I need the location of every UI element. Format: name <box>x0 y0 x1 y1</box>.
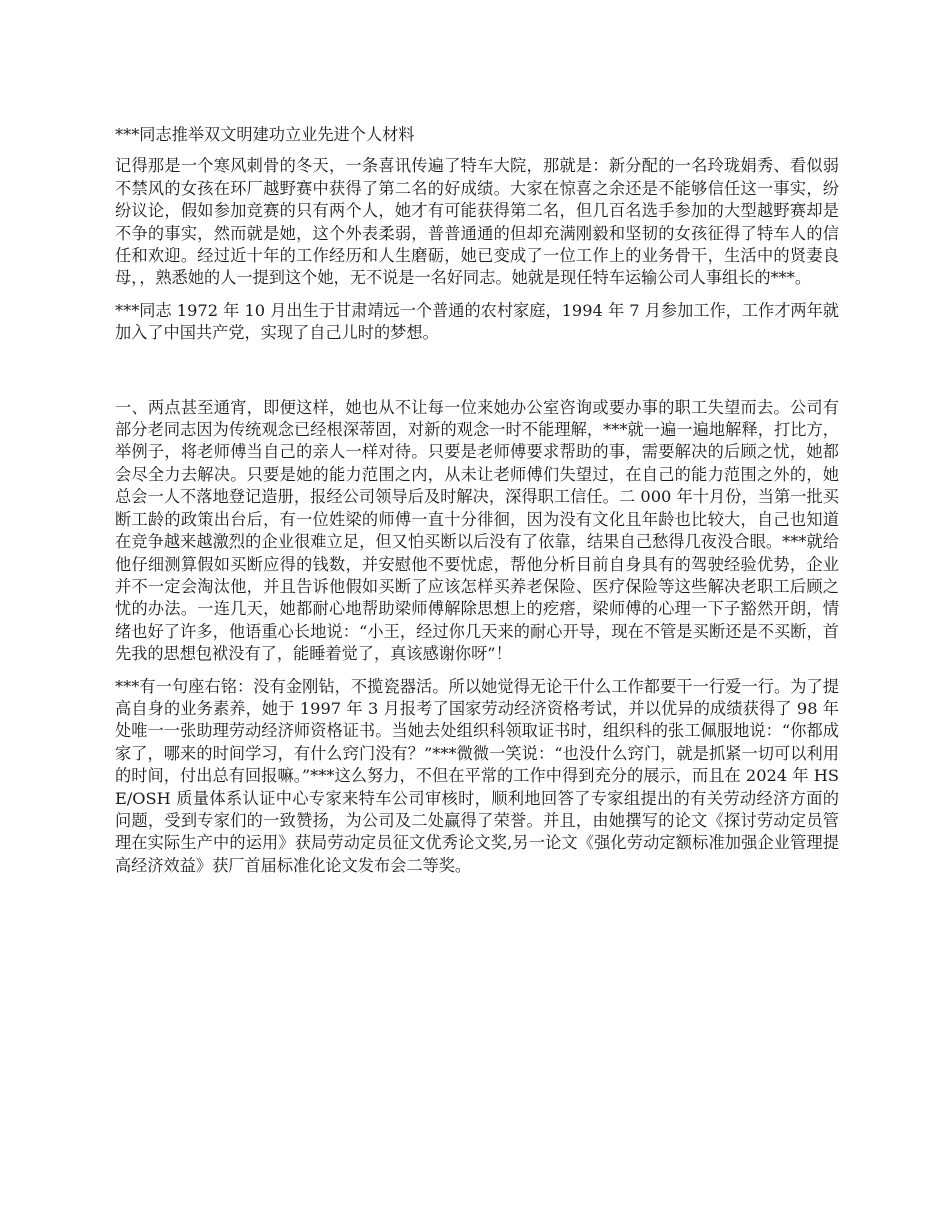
document-body <box>115 124 839 887</box>
document-title: ***同志推举双文明建功立业先进个人材料 <box>115 125 415 144</box>
paragraph-achievements: ***有一句座右铭：没有金刚钻，不揽瓷器活。所以她觉得无论干什么工作都要干一行爱一行。为了提高自身的业务素养，她于 1997 年 3 月报考了国家劳动经济资格考试，并以优异的成绩获得了 98 年处唯一一张助理劳动经济师资格证书。当她去处组织科领取证书时，组织科的张工佩服地说：“你都成家了，哪来的时间学习，有什么窍门没有？”***微微一笑说：“也没什么窍门，就是抓紧一切可以利用的时间，付出总有回报嘛。”***这么努力，不但在平常的工作中得到充分的展示，而且在 2024 年 HSE/OSH 质量体系认证中心专家来特车公司审核时，顺利地回答了专家组提出的有关劳动经济方面的问题，受到专家们的一致赞扬，为公司及二处赢得了荣誉。并且，由她撰写的论文《探讨劳动定员管理在实际生产中的运用》获局劳动定员征文优秀论文奖,另一论文《强化劳动定额标准加强企业管理提高经济效益》获厂首届标准化论文发布会二等奖。 <box>115 676 839 875</box>
paragraph-service: 一、两点甚至通宵，即便这样，她也从不让每一位来她办公室咨询或要办事的职工失望而去。公司有部分老同志因为传统观念已经根深蒂固，对新的观念一时不能理解，***就一遍一遍地解释，打比方，举例子，将老师傅当自己的亲人一样对待。只要是老师傅要求帮助的事，需要解决的后顾之忧，她都会尽全力去解决。只要是她的能力范围之内，从未让老师傅们失望过，在自己的能力范围之外的，她总会一人不落地登记造册，报经公司领导后及时解决，深得职工信任。二 000 年十月份，当第一批买断工龄的政策出台后，有一位姓梁的师傅一直十分徘徊，因为没有文化且年龄也比较大，自己也知道在竞争越来越激烈的企业很难立足，但又怕买断以后没有了依靠，结果自己愁得几夜没合眼。***就给他仔细测算假如买断应得的钱数，并安慰他不要忧虑，帮他分析目前自身具有的驾驶经验优势，企业并不一定会淘汰他，并且告诉他假如买断了应该怎样买养老保险、医疗保险等这些解决老职工后顾之忧的办法。一连几天，她都耐心地帮助梁师傅解除思想上的疙瘩，梁师傅的心理一下子豁然开朗，情绪也好了许多，他语重心长地说：“小王，经过你几天来的耐心开导，现在不管是买断还是不买断，首先我的思想包袱没有了，能睡着觉了，真该感谢你呀”！ <box>115 397 839 664</box>
section-gap <box>115 355 839 397</box>
paragraph-intro: 记得那是一个寒风刺骨的冬天，一条喜讯传遍了特车大院，那就是：新分配的一名玲珑娟秀、看似弱不禁风的女孩在环厂越野赛中获得了第二名的好成绩。大家在惊喜之余还是不能够信任这一事实，纷纷议论，假如参加竞赛的只有两个人，她才有可能获得第二名，但几百名选手参加的大型越野赛却是不争的事实，然而就是她，这个外表柔弱，普普通通的但却充满刚毅和坚韧的女孩征得了特车人的信任和欢迎。经过近十年的工作经历和人生磨砺，她已变成了一位工作上的业务骨干，生活中的贤妻良母，，熟悉她的人一提到这个她，无不说是一名好同志。她就是现任特车运输公司人事组长的***。 <box>115 156 839 288</box>
paragraph-background: ***同志 1972 年 10 月出生于甘肃靖远一个普通的农村家庭，1994 年 7 月参加工作，工作才两年就加入了中国共产党，实现了自己儿时的梦想。 <box>115 300 839 343</box>
